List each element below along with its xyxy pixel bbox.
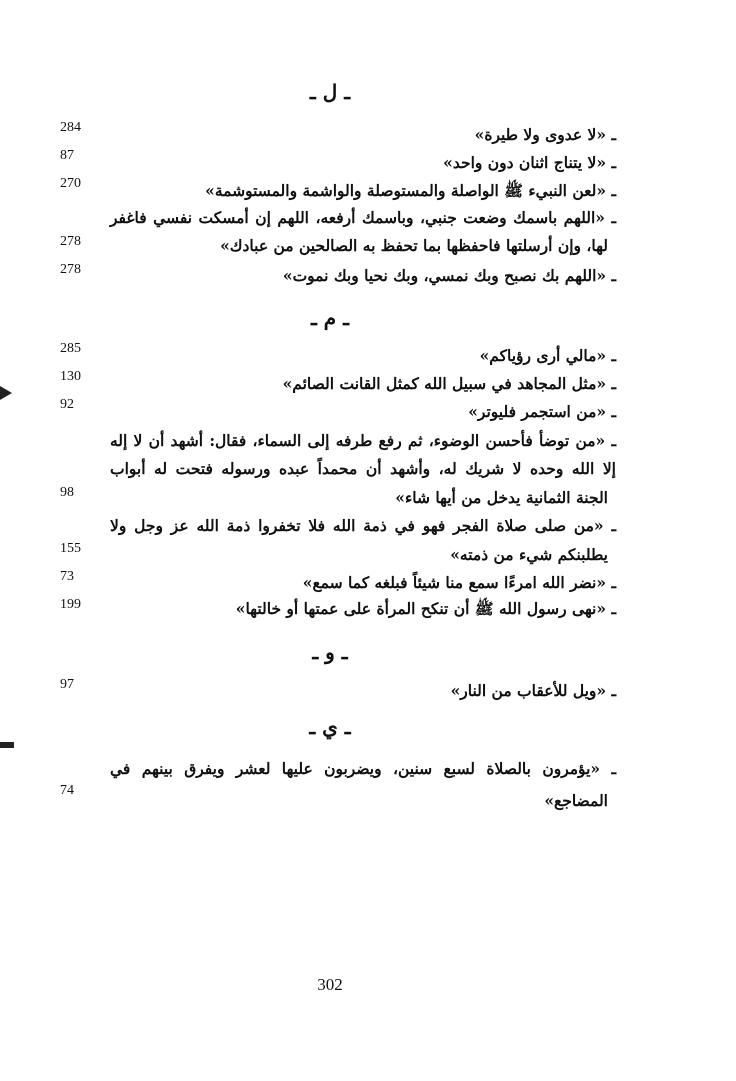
scan-margin-arrow-icon bbox=[0, 386, 12, 400]
page-ref: 199 bbox=[60, 597, 81, 612]
page-ref: 270 bbox=[60, 176, 81, 191]
page-ref: 284 bbox=[60, 120, 81, 135]
entry-line: ـ «نضر الله امرءًا سمع منا شيئاً فبلغه كما سمع» bbox=[302, 573, 616, 592]
page-ref: 285 bbox=[60, 341, 81, 356]
entry-line-continuation: إلا الله وحده لا شريك له، وأشهد أن محمداً عبده ورسوله فتحت له أبواب bbox=[110, 459, 616, 478]
section-heading-waw: ـ و ـ bbox=[312, 640, 348, 664]
entry-line-continuation: المضاجع» bbox=[544, 791, 608, 810]
scan-margin-mark bbox=[0, 742, 14, 748]
entry-line: ـ «مالي أرى رؤياكم» bbox=[479, 346, 616, 365]
entry-line-continuation: يطلبنكم شيء من ذمته» bbox=[450, 545, 608, 564]
page-number: 302 bbox=[317, 975, 343, 994]
page-ref: 73 bbox=[60, 569, 74, 584]
page-ref: 74 bbox=[60, 783, 74, 798]
section-heading-ya: ـ ي ـ bbox=[309, 715, 351, 739]
entry-line: ـ «من استجمر فليوتر» bbox=[468, 402, 616, 421]
entry-line: ـ «لا يتناج اثنان دون واحد» bbox=[443, 153, 616, 172]
entry-line: ـ «من توضأ فأحسن الوضوء، ثم رفع طرفه إلى السماء، فقال: أشهد أن لا إله bbox=[110, 431, 616, 450]
entry-line: ـ «مثل المجاهد في سبيل الله كمثل القانت الصائم» bbox=[282, 374, 616, 393]
entry-line: ـ «لعن النبيء ﷺ الواصلة والمستوصلة والواشمة والمستوشمة» bbox=[205, 181, 616, 200]
section-heading-lam: ـ ل ـ bbox=[309, 80, 351, 104]
entry-line: ـ «من صلى صلاة الفجر فهو في ذمة الله فلا تخفروا ذمة الله عز وجل ولا bbox=[110, 516, 616, 535]
section-heading-mim: ـ م ـ bbox=[310, 306, 350, 330]
page-ref: 87 bbox=[60, 148, 74, 163]
page-ref: 278 bbox=[60, 262, 81, 277]
entry-line-continuation: لها، وإن أرسلتها فاحفظها بما تحفظ به الصالحين من عبادك» bbox=[220, 236, 608, 255]
entry-line: ـ «يؤمرون بالصلاة لسبع سنين، ويضربون عليها لعشر ويفرق بينهم في bbox=[110, 759, 616, 778]
page-ref: 278 bbox=[60, 234, 81, 249]
page-ref: 98 bbox=[60, 485, 74, 500]
entry-line: ـ «اللهم باسمك وضعت جنبي، وباسمك أرفعه، اللهم إن أمسكت نفسي فاغفر bbox=[110, 208, 616, 227]
page-ref: 130 bbox=[60, 369, 81, 384]
entry-line: ـ «ويل للأعقاب من النار» bbox=[450, 681, 616, 700]
entry-line: ـ «لا عدوى ولا طيرة» bbox=[474, 125, 616, 144]
entry-line: ـ «نهى رسول الله ﷺ أن تنكح المرأة على عمتها أو خالتها» bbox=[235, 599, 616, 618]
page-ref: 155 bbox=[60, 541, 81, 556]
entry-line-continuation: الجنة الثمانية يدخل من أيها شاء» bbox=[395, 488, 608, 507]
page-ref: 97 bbox=[60, 677, 74, 692]
entry-line: ـ «اللهم بك نصبح وبك نمسي، وبك نحيا وبك نموت» bbox=[282, 266, 616, 285]
page-ref: 92 bbox=[60, 397, 74, 412]
